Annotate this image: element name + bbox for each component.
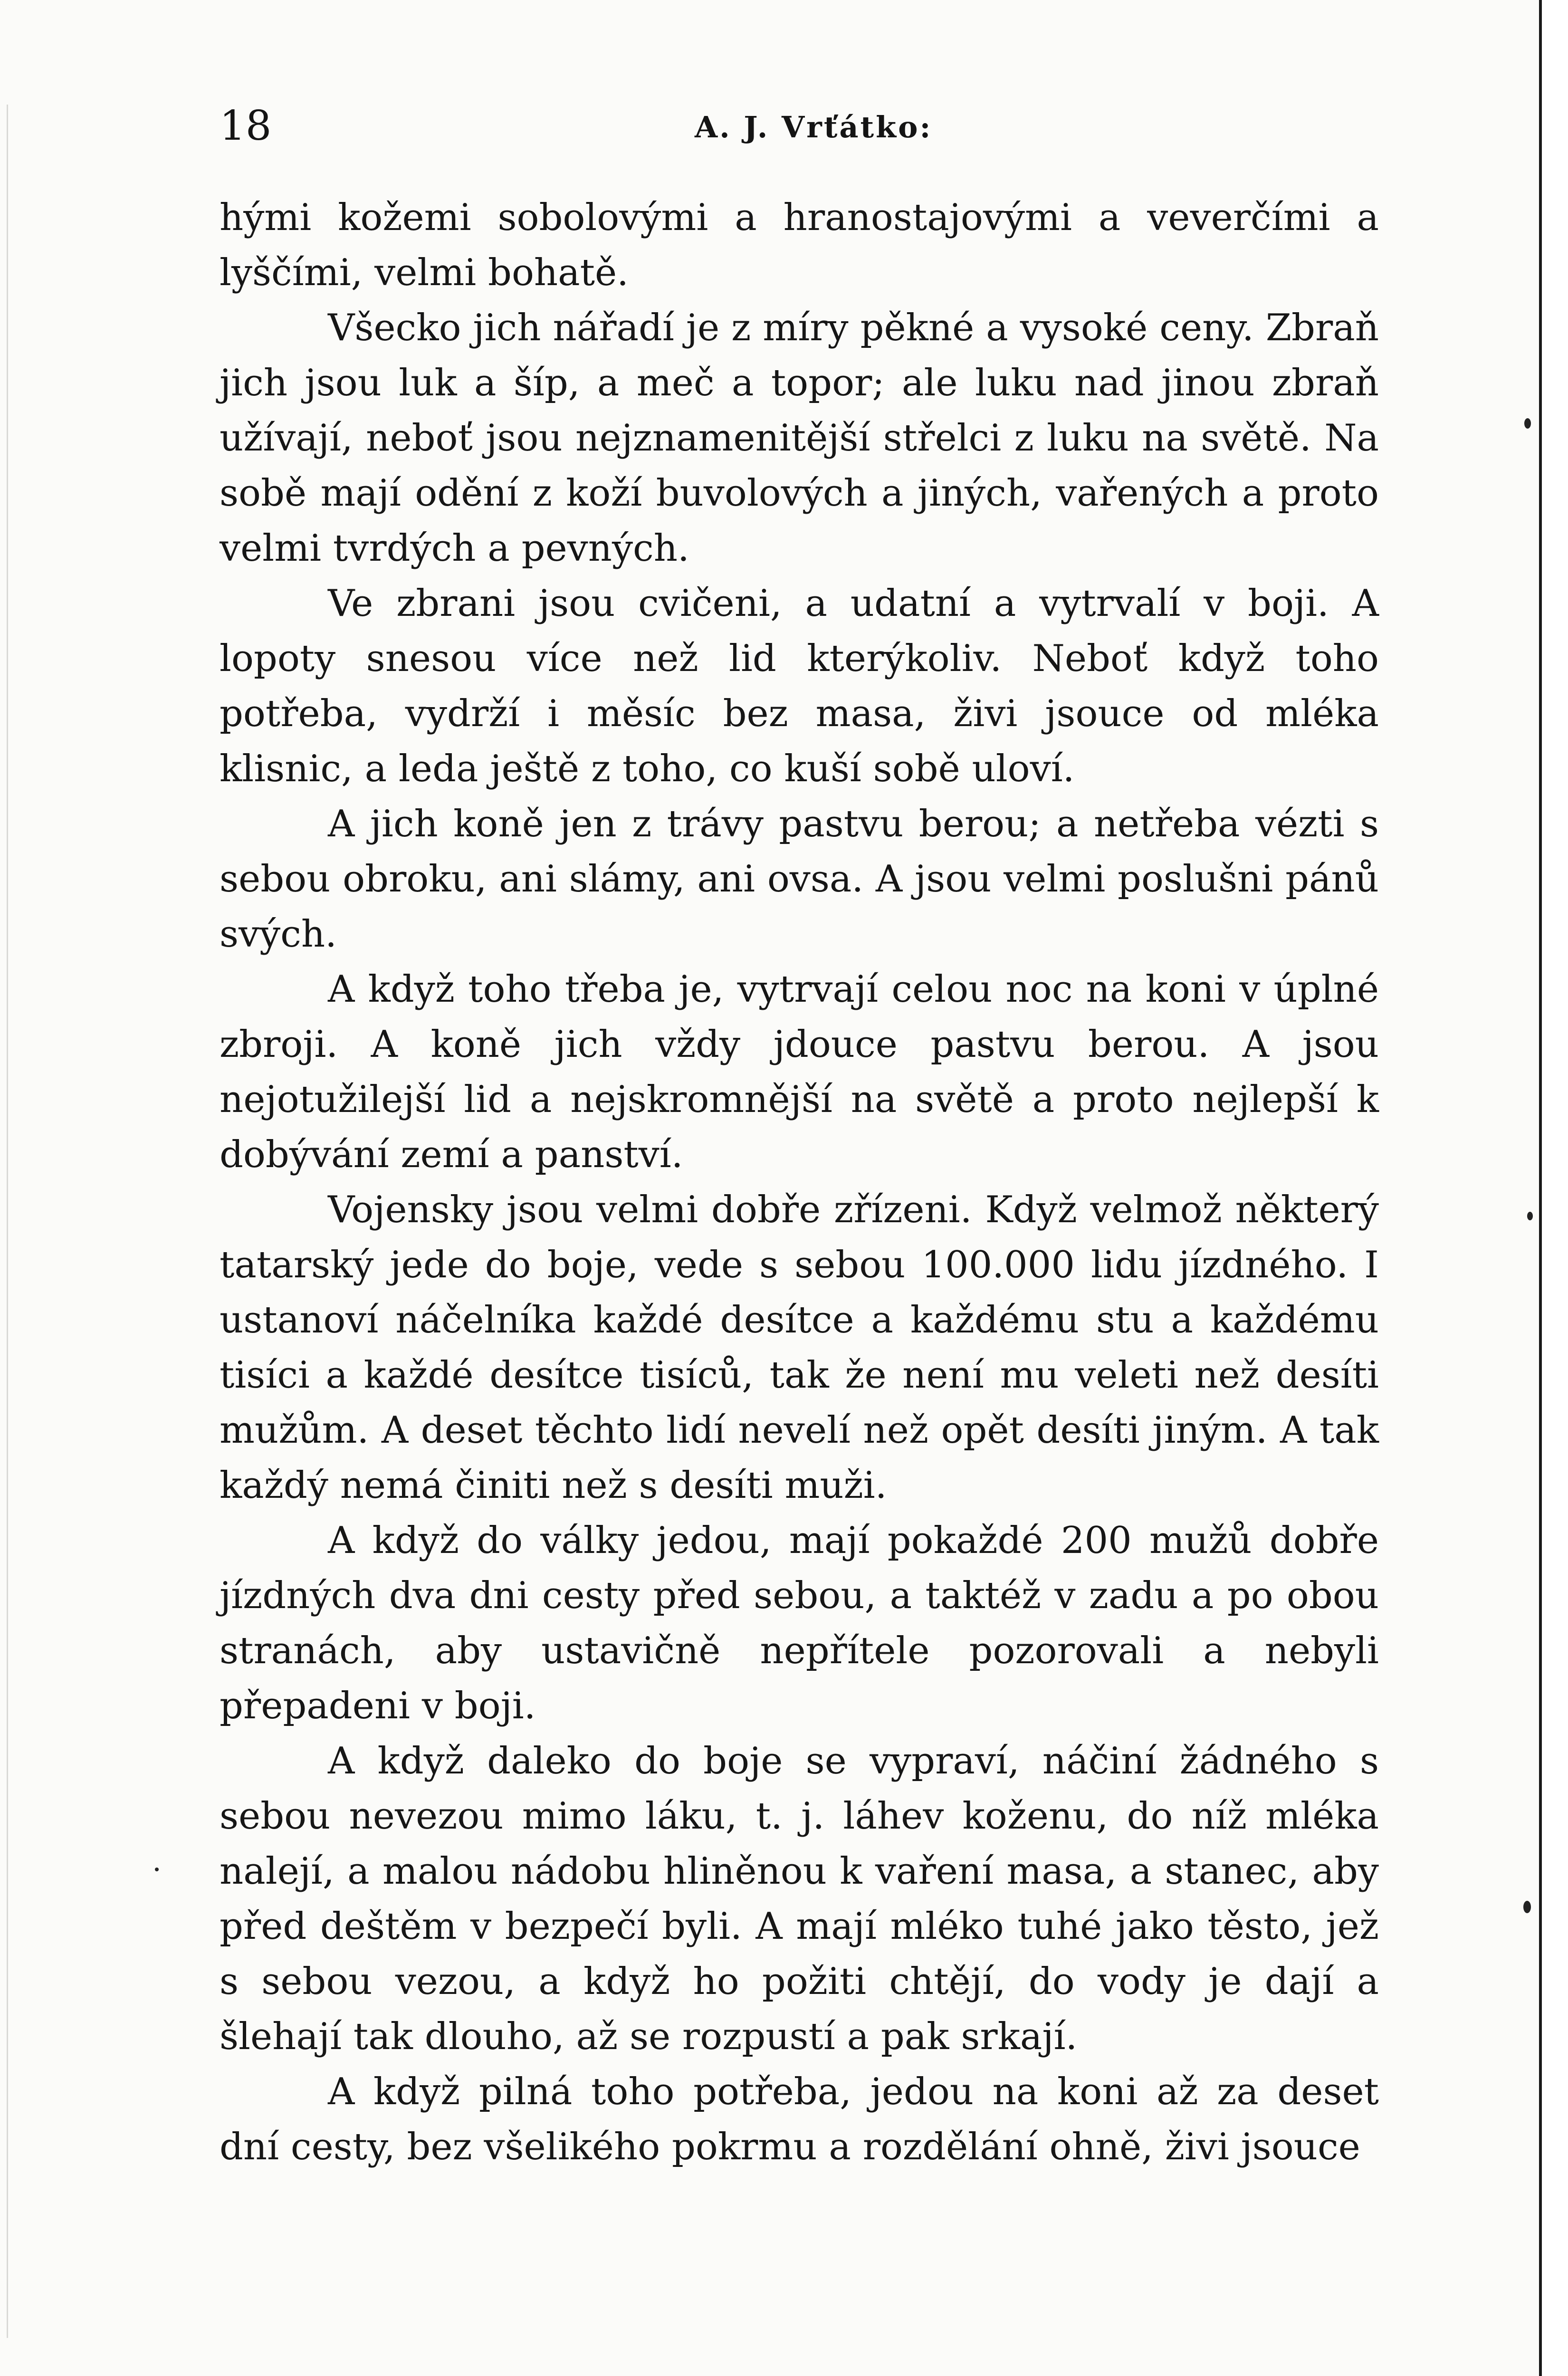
scan-speck bbox=[1524, 418, 1531, 429]
scan-speck bbox=[1523, 1901, 1531, 1913]
paragraph: Vojensky jsou velmi dobře zřízeni. Když velmož některý tatarský jede do boje, vede s sebou 100.000 lidu jízdného. I ustanoví náčelníka každé desítce a každému stu a každému tisíci a každé desítce tisíců, tak že není mu veleti než desíti mužům. A deset těchto lidí nevelí než opět desíti jiným. A tak každý nemá činiti než s desíti muži. bbox=[220, 1188, 1379, 1507]
paragraph: Všecko jich nářadí je z míry pěkné a vysoké ceny. Zbraň jich jsou luk a šíp, a meč a topor; ale luku nad jinou zbraň užívají, neboť jsou nejznamenitější střelci z luku na světě. Na sobě mají odění z koží buvolových a jiných, vařených a proto velmi tvrdých a pevných. bbox=[220, 307, 1379, 570]
paragraph: A když toho třeba je, vytrvají celou noc na koni v úplné zbroji. A koně jich vždy jdouce pastvu berou. A jsou nejotužilejší lid a nejskromnější na světě a proto nejlepší k dobývání zemí a panství. bbox=[220, 968, 1379, 1176]
paragraph: A když daleko do boje se vypraví, náčiní žádného s sebou nevezou mimo láku, t. j. láhev koženu, do níž mléka nalejí, a malou nádobu hliněnou k vaření masa, a stanec, aby před deštěm v bezpečí byli. A mají mléko tuhé jako těsto, jež s sebou vezou, a když ho požiti chtějí, do vody je dají a šlehají tak dlouho, až se rozpustí a pak srkají. bbox=[220, 1740, 1379, 2058]
page-header bbox=[220, 97, 1379, 154]
paragraph: hými kožemi sobolovými a hranostajovými a veverčími a lyščími, velmi bohatě. bbox=[220, 196, 1379, 294]
paragraph: Ve zbrani jsou cvičeni, a udatní a vytrvalí v boji. A lopoty snesou více než lid kterýkoliv. Neboť když toho potřeba, vydrží i měsíc bez masa, živi jsouce od mléka klisnic, a leda ještě z toho, co kuší sobě uloví. bbox=[220, 582, 1379, 790]
page-left-shadow bbox=[7, 105, 8, 2338]
paragraph: A když do války jedou, mají pokaždé 200 mužů dobře jízdných dva dni cesty před sebou, a taktéž v zadu a po obou stranách, aby ustavičně nepřítele pozorovali a nebyli přepadeni v boji. bbox=[220, 1519, 1379, 1727]
scan-speck bbox=[155, 1868, 159, 1871]
scan-speck bbox=[1527, 1212, 1533, 1220]
page-right-edge bbox=[1539, 0, 1568, 2376]
page-number: 18 bbox=[220, 102, 272, 150]
body-text bbox=[220, 190, 1379, 2175]
running-head: A. J. Vrťátko: bbox=[695, 110, 933, 144]
paragraph: A když pilná toho potřeba, jedou na koni až za deset dní cesty, bez všelikého pokrmu a rozdělání ohně, živi jsouce bbox=[220, 2070, 1379, 2168]
paragraph: A jich koně jen z trávy pastvu berou; a netřeba vézti s sebou obroku, ani slámy, ani ovsa. A jsou velmi poslušni pánů svých. bbox=[220, 803, 1379, 956]
